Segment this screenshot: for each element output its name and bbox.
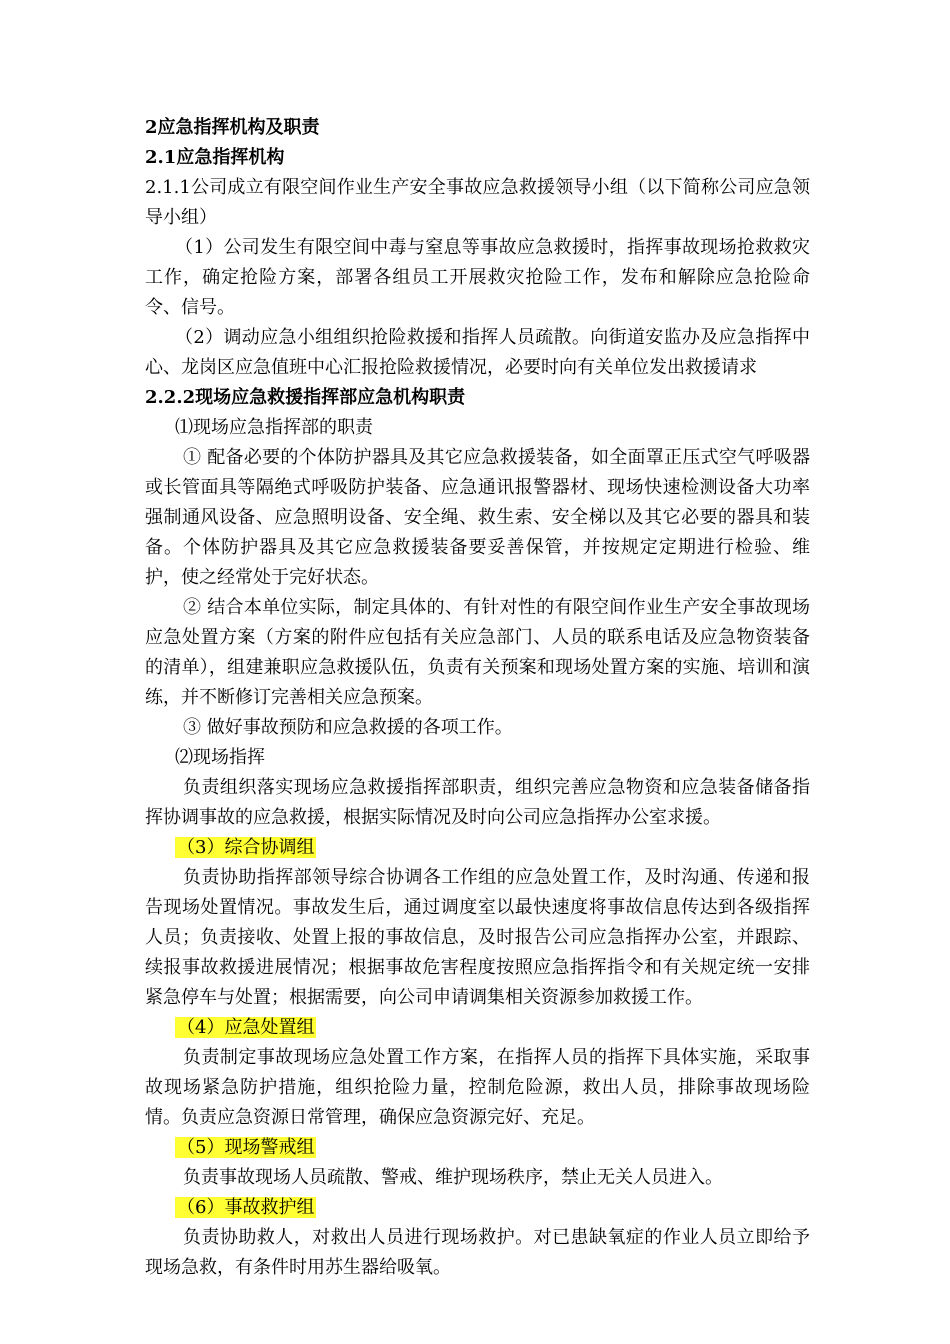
section-heading-2: 2应急指挥机构及职责 bbox=[145, 117, 320, 138]
list-item-equipment: ① 配备必要的个体防护器具及其它应急救援装备，如全面罩正压式空气呼吸器或长管面具等隔绝式呼吸防护装备、应急通讯报警器材、现场快速检测设备大功率强制通风设备、应急照明设备、安全绳、救生索、安全梯以及其它必要的器具和装备。个体防护器具及其它应急救援装备要妥善保管，并按规定定期进行检验、维护，使之经常处于完好状态。 bbox=[145, 447, 810, 588]
group-heading-response bbox=[145, 1013, 810, 1043]
list-item-prevention: ③ 做好事故预防和应急救援的各项工作。 bbox=[183, 717, 513, 738]
subheading-command: ⑵现场指挥 bbox=[175, 747, 265, 768]
list-item-plan: ② 结合本单位实际，制定具体的、有针对性的有限空间作业生产安全事故现场应急处置方案（方案的附件应包括有关应急部门、人员的联系电话及应急物资装备的清单），组建兼职应急救援队伍，负责有关预案和现场处置方案的实施、培训和演练，并不断修订完善相关应急预案。 bbox=[145, 597, 810, 708]
paragraph-2-1-1: 2.1.1公司成立有限空间作业生产安全事故应急救援领导小组（以下简称公司应急领导小组） bbox=[145, 177, 810, 228]
paragraph-cordon: 负责事故现场人员疏散、警戒、维护现场秩序，禁止无关人员进入。 bbox=[183, 1167, 723, 1188]
paragraph-rescue: 负责协助救人，对救出人员进行现场救护。对已患缺氧症的作业人员立即给予现场急救，有条件时用苏生器给吸氧。 bbox=[145, 1227, 810, 1278]
document-body bbox=[145, 113, 810, 1283]
group-heading-rescue bbox=[145, 1193, 810, 1223]
paragraph-coordination: 负责协助指挥部领导综合协调各工作组的应急处置工作，及时沟通、传递和报告现场处置情况。事故发生后，通过调度室以最快速度将事故信息传达到各级指挥人员；负责接收、处置上报的事故信息，及时报告公司应急指挥办公室，并跟踪、续报事故救援进展情况；根据事故危害程度按照应急指挥指令和有关规定统一安排紧急停车与处置；根据需要，向公司申请调集相关资源参加救援工作。 bbox=[145, 867, 810, 1008]
paragraph-response: 负责制定事故现场应急处置工作方案，在指挥人员的指挥下具体实施，采取事故现场紧急防护措施，组织抢险力量，控制危险源，救出人员，排除事故现场险情。负责应急资源日常管理，确保应急资源完好、充足。 bbox=[145, 1047, 810, 1128]
paragraph-command: 负责组织落实现场应急救援指挥部职责，组织完善应急物资和应急装备储备指挥协调事故的应急救援，根据实际情况及时向公司应急指挥办公室求援。 bbox=[145, 777, 810, 828]
highlight-cordon: （5）现场警戒组 bbox=[177, 1137, 315, 1158]
section-heading-2-1: 2.1应急指挥机构 bbox=[145, 147, 285, 168]
group-heading-cordon bbox=[145, 1133, 810, 1163]
paragraph-item-2: （2）调动应急小组组织抢险救援和指挥人员疏散。向街道安监办及应急指挥中心、龙岗区应急值班中心汇报抢险救援情况，必要时向有关单位发出救援请求 bbox=[145, 327, 810, 378]
highlight-rescue: （6）事故救护组 bbox=[177, 1197, 315, 1218]
paragraph-item-1: （1）公司发生有限空间中毒与窒息等事故应急救援时，指挥事故现场抢救救灾工作，确定抢险方案，部署各组员工开展救灾抢险工作，发布和解除应急抢险命令、信号。 bbox=[145, 237, 810, 318]
subheading-duties: ⑴现场应急指挥部的职责 bbox=[175, 417, 373, 438]
highlight-response: （4）应急处置组 bbox=[177, 1017, 315, 1038]
section-heading-2-2-2: 2.2.2现场应急救援指挥部应急机构职责 bbox=[145, 387, 466, 408]
highlight-coordination: （3）综合协调组 bbox=[177, 837, 315, 858]
group-heading-coordination bbox=[145, 833, 810, 863]
